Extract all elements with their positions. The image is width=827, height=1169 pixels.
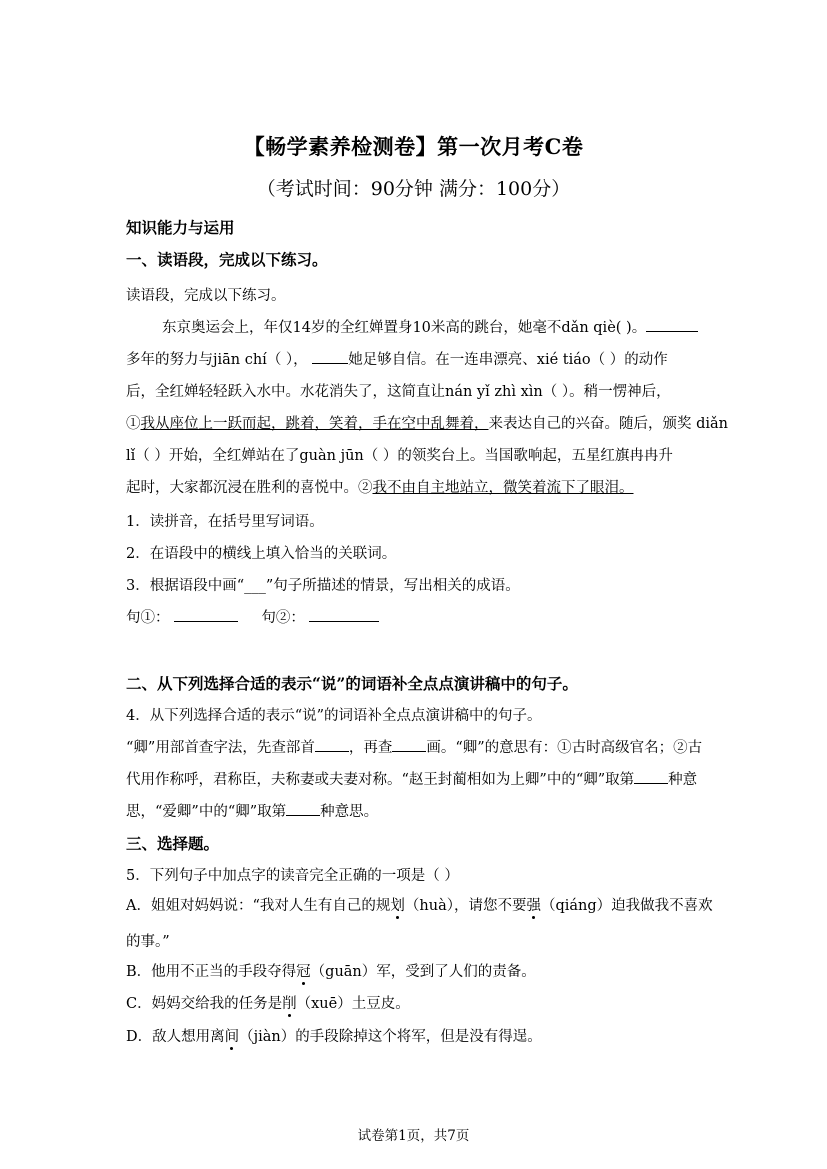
- dotted-char: 间: [224, 1029, 240, 1045]
- dotted-char: 削: [282, 996, 297, 1012]
- passage-line-1: 东京奥运会上，年仅14岁的全红婵置身10米高的跳台，她毫不dǎn qiè( )。: [162, 316, 698, 337]
- dotted-char: 强: [526, 898, 541, 914]
- underline-marker: ___: [244, 578, 266, 594]
- part3-heading: 三、选择题。: [126, 834, 220, 853]
- option-a[interactable]: A．姐姐对妈妈说：“我对人生有自己的规划（huà），请您不要强（qiáng）迫我做我不喜欢: [126, 898, 713, 914]
- answer-blank[interactable]: [392, 737, 426, 752]
- q4-line-3: 思，“爱卿”中的“卿”取第 种意思。: [126, 800, 378, 821]
- part2-heading: 二、从下列选择合适的表示“说”的词语补全点点演讲稿中的句子。: [126, 674, 578, 693]
- question-4: 4．从下列选择合适的表示“说”的词语补全点点演讲稿中的句子。: [126, 708, 542, 724]
- answer-blank-2[interactable]: [309, 607, 379, 622]
- passage-line-4: ①我从座位上一跃而起，跳着，笑着，手在空中乱舞着，来表达自己的兴奋。随后，颁奖 diǎn: [126, 416, 729, 432]
- option-a-cont: 的事。”: [126, 934, 170, 950]
- question-5: 5．下列句子中加点字的读音完全正确的一项是（ ）: [126, 868, 459, 884]
- part1-intro: 读语段，完成以下练习。: [126, 288, 286, 304]
- answer-blank[interactable]: [315, 737, 349, 752]
- question-3: 3．根据语段中画“___”句子所描述的情景，写出相关的成语。: [126, 578, 520, 594]
- passage-line-2: 多年的努力与jiān chí（ ）， 她足够自信。在一连串漂亮、xié tiáo（ ）的动作: [126, 348, 668, 369]
- passage-line-5: lǐ（ ）开始，全红婵站在了guàn jūn（ ）的领奖台上。当国歌响起，五星红旗冉冉升: [126, 448, 673, 464]
- dotted-char: 划: [390, 898, 405, 914]
- answer-blank[interactable]: [286, 801, 320, 816]
- dotted-char: 冠: [296, 964, 311, 980]
- answer-blank-1[interactable]: [174, 607, 238, 622]
- q4-line-2: 代用作称呼，君称臣，夫称妻或夫妻对称。“赵王封蔺相如为上卿”中的“卿”取第 种意: [126, 768, 697, 789]
- option-b[interactable]: B．他用不正当的手段夺得冠（guān）军，受到了人们的责备。: [126, 964, 536, 980]
- page-title: 【畅学素养检测卷】第一次月考C卷: [243, 134, 584, 159]
- question-1: 1．读拼音，在括号里写词语。: [126, 514, 324, 530]
- part1-heading: 一、读语段，完成以下练习。: [126, 250, 328, 269]
- blank: [646, 317, 698, 332]
- page-footer: 试卷第1页，共7页: [357, 1128, 470, 1144]
- passage-line-3: 后，全红婵轻轻跃入水中。水花消失了，这简直让nán yǐ zhì xìn（ ）。稍一愣神后，: [126, 384, 671, 400]
- answer-blank[interactable]: [634, 769, 668, 784]
- underlined-sentence-2: 我不由自主地站立，微笑着流下了眼泪。: [372, 480, 634, 496]
- exam-info: （考试时间：90分钟 满分：100分）: [256, 178, 571, 200]
- section-heading: 知识能力与运用: [126, 218, 235, 237]
- answer-line: 句①： 句②：: [126, 606, 379, 627]
- passage-line-6: 起时，大家都沉浸在胜利的喜悦中。②我不由自主地站立，微笑着流下了眼泪。: [126, 480, 634, 496]
- q4-line-1: “卿”用部首查字法，先查部首 ，再查 画。“卿”的意思有：①古时高级官名；②古: [126, 736, 702, 757]
- underlined-sentence-1: 我从座位上一跃而起，跳着，笑着，手在空中乱舞着，: [140, 416, 489, 432]
- blank: [312, 349, 348, 364]
- question-2: 2．在语段中的横线上填入恰当的关联词。: [126, 546, 397, 562]
- option-c[interactable]: C．妈妈交给我的任务是削（xuē）土豆皮。: [126, 996, 410, 1012]
- option-d[interactable]: D．敌人想用离间（jiàn）的手段除掉这个将军，但是没有得逞。: [126, 1029, 542, 1045]
